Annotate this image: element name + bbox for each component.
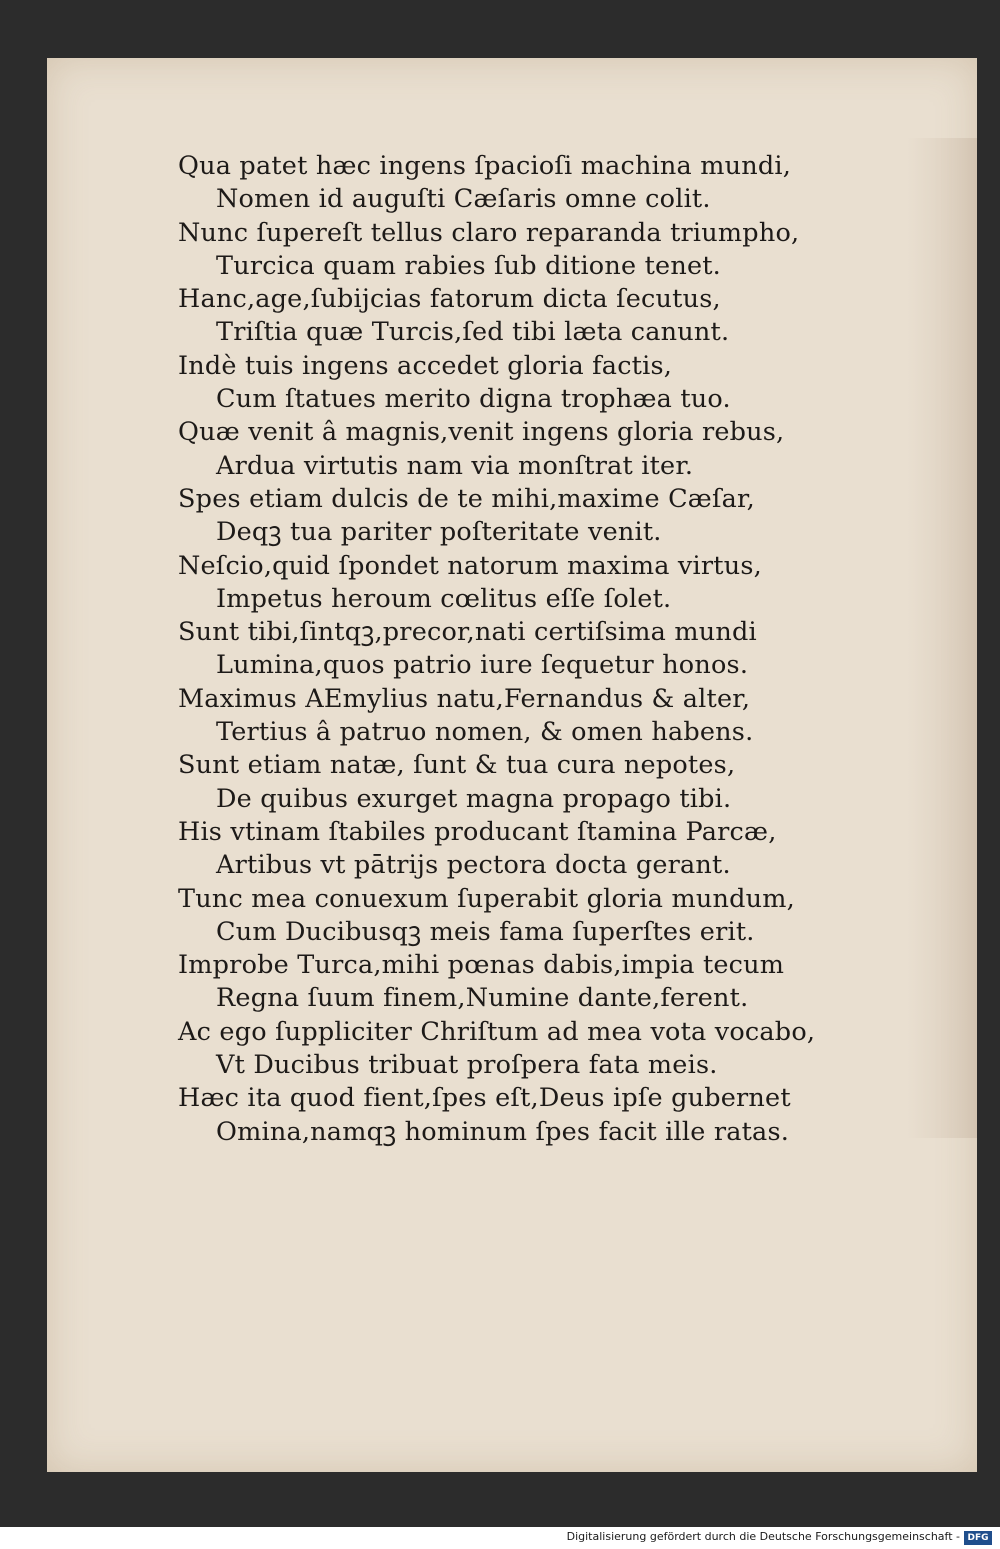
poem-line: Nunc ſupereſt tellus claro reparanda triumpho, xyxy=(178,217,800,248)
poem xyxy=(178,150,898,1149)
poem-line: His vtinam ſtabiles producant ſtamina Parcæ, xyxy=(178,816,777,847)
poem-line: Ac ego ſuppliciter Chriſtum ad mea vota vocabo, xyxy=(178,1016,816,1047)
poem-line: Spes etiam dulcis de te mihi,maxime Cæſar, xyxy=(178,483,755,514)
poem-line: Neſcio,quid ſpondet natorum maxima virtus, xyxy=(178,550,762,581)
poem-line: Nomen id auguſti Cæſaris omne colit. xyxy=(216,184,711,215)
poem-line: Hanc,age,ſubijcias fatorum dicta ſecutus, xyxy=(178,284,721,315)
footer-bar xyxy=(0,1527,1000,1549)
poem-line: Turcica quam rabies ſub ditione tenet. xyxy=(216,250,721,281)
poem-line: Indè tuis ingens accedet gloria factis, xyxy=(178,350,673,381)
poem-line: Artibus vt pātrijs pectora docta gerant. xyxy=(216,850,731,881)
dfg-logo: DFG xyxy=(964,1531,992,1545)
poem-line: Omina,namqꝫ hominum ſpes facit ille ratas. xyxy=(216,1116,790,1147)
poem-line: Deqꝫ tua pariter poſteritate venit. xyxy=(216,517,662,548)
poem-line: Triſtia quæ Turcis,ſed tibi læta canunt. xyxy=(216,317,730,348)
poem-line: Cum ſtatues merito digna trophæa tuo. xyxy=(216,384,731,415)
poem-line: Maximus AEmylius natu,Fernandus & alter, xyxy=(178,683,751,714)
poem-line: Hæc ita quod fient,ſpes eſt,Deus ipſe gubernet xyxy=(178,1083,791,1114)
poem-line: De quibus exurget magna propago tibi. xyxy=(216,783,732,814)
poem-line: Lumina,quos patrio iure ſequetur honos. xyxy=(216,650,749,681)
poem-line: Qua patet hæc ingens ſpacioſi machina mundi, xyxy=(178,151,792,181)
poem-line: Improbe Turca,mihi pœnas dabis,impia tecum xyxy=(178,950,785,981)
poem-line: Regna ſuum finem,Numine dante,ferent. xyxy=(216,983,749,1014)
poem-line: Quæ venit â magnis,venit ingens gloria rebus, xyxy=(178,417,785,448)
poem-line: Tunc mea conuexum ſuperabit gloria mundum, xyxy=(178,883,795,914)
poem-line: Impetus heroum cœlitus eſſe ſolet. xyxy=(216,583,672,614)
poem-line: Sunt etiam natæ, ſunt & tua cura nepotes, xyxy=(178,750,736,781)
poem-line: Vt Ducibus tribuat proſpera fata meis. xyxy=(216,1050,718,1081)
poem-line: Sunt tibi,ſintqꝫ,precor,nati certiſsima mundi xyxy=(178,617,757,648)
funding-notice: Digitalisierung gefördert durch die Deutsche Forschungsgemeinschaft - xyxy=(566,1530,960,1543)
poem-line: Tertius â patruo nomen, & omen habens. xyxy=(216,717,754,748)
poem-line: Ardua virtutis nam via monſtrat iter. xyxy=(216,450,694,481)
poem-line: Cum Ducibusqꝫ meis fama ſuperſtes erit. xyxy=(216,916,755,947)
